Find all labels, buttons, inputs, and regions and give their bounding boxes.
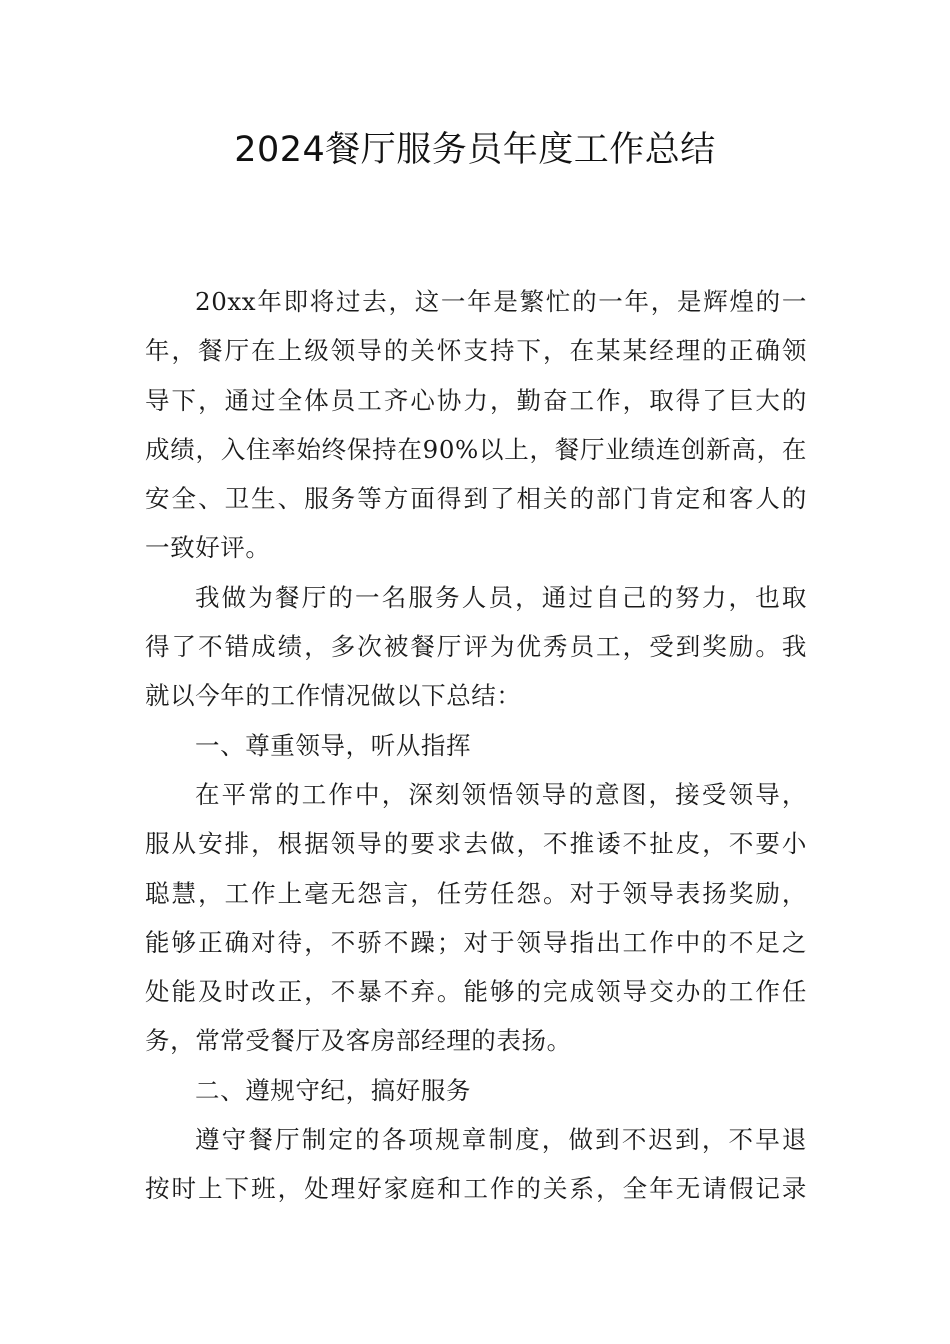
body-text-line: 服从安排，根据领导的要求去做，不推诿不扯皮，不要小: [145, 829, 807, 859]
body-text-line: 安全、卫生、服务等方面得到了相关的部门肯定和客人的: [145, 484, 807, 514]
document-title: 2024餐厅服务员年度工作总结: [234, 130, 716, 170]
body-text-line: 年，餐厅在上级领导的关怀支持下，在某某经理的正确领: [145, 336, 807, 366]
body-text-line: 成绩，入住率始终保持在90%以上，餐厅业绩连创新高，在: [145, 434, 807, 464]
body-text-line: 一、尊重领导，听从指挥: [195, 730, 472, 760]
body-text-line: 二、遵规守纪，搞好服务: [195, 1075, 472, 1105]
body-text-line: 能够正确对待，不骄不躁；对于领导指出工作中的不足之: [145, 927, 807, 957]
body-text-line: 20xx年即将过去，这一年是繁忙的一年，是辉煌的一: [195, 287, 807, 316]
body-text-line: 导下，通过全体员工齐心协力，勤奋工作，取得了巨大的: [145, 385, 807, 415]
body-text-line: 按时上下班，处理好家庭和工作的关系，全年无请假记录: [145, 1174, 807, 1204]
body-text-line: 就以今年的工作情况做以下总结：: [145, 681, 522, 711]
document-body: [145, 277, 807, 1214]
body-text-line: 处能及时改正，不暴不弃。能够的完成领导交办的工作任: [145, 977, 807, 1007]
body-text-line: 我做为餐厅的一名服务人员，通过自己的努力，也取: [195, 582, 807, 612]
body-text-line: 遵守餐厅制定的各项规章制度，做到不迟到，不早退: [195, 1125, 807, 1155]
body-text-line: 务，常常受餐厅及客房部经理的表扬。: [145, 1026, 572, 1056]
body-text-line: 得了不错成绩，多次被餐厅评为优秀员工，受到奖励。我: [145, 632, 807, 662]
body-text-line: 在平常的工作中，深刻领悟领导的意图，接受领导，: [195, 779, 807, 809]
body-text-line: 一致好评。: [145, 533, 271, 563]
body-text-line: 聪慧，工作上毫无怨言，任劳任怨。对于领导表扬奖励，: [145, 878, 807, 908]
